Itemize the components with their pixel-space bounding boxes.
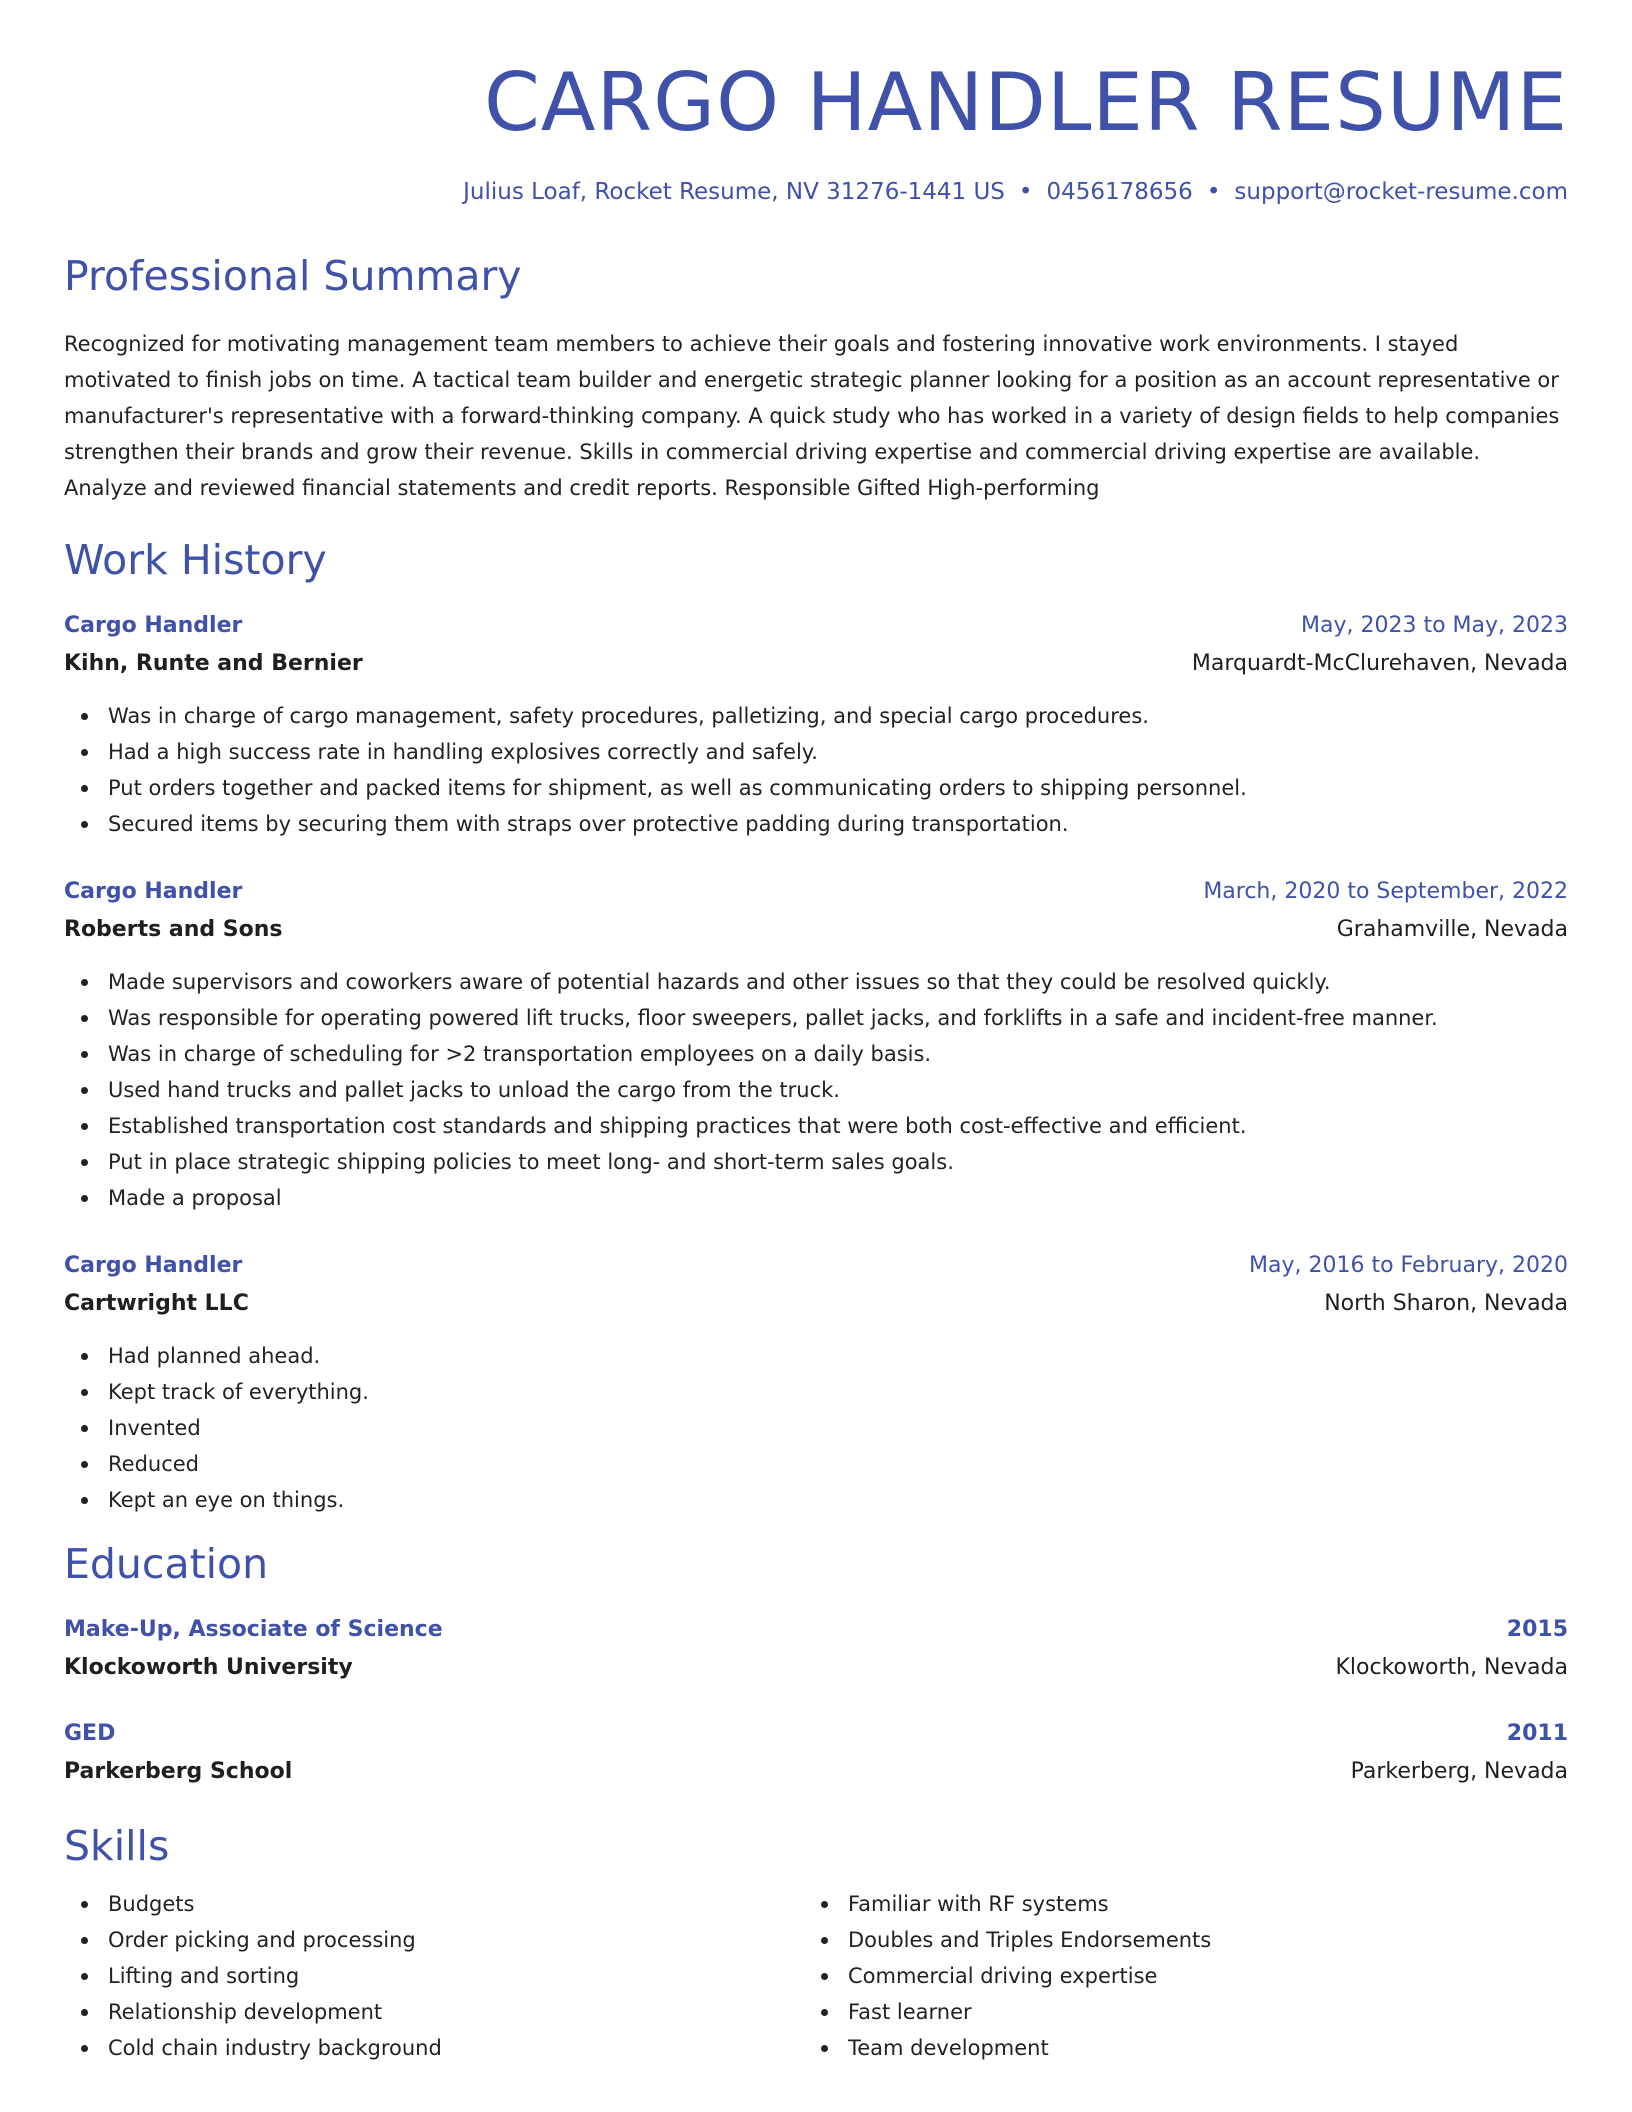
job-role: Cargo Handler [64,1253,243,1278]
job-entry [64,610,1568,842]
contact-line [64,176,1568,208]
job-dates: March, 2020 to September, 2022 [1203,879,1568,904]
education-heading: Education [64,1540,269,1588]
list-item: Invented [108,1410,1568,1446]
list-item: Kept an eye on things. [108,1482,1568,1518]
list-item: Reduced [108,1446,1568,1482]
summary-text: Recognized for motivating management team members to achieve their goals and fostering innovative work environments. I stayed motivated to finish jobs on time. A tactical team builder and energetic strategic planner looking for a position as an account representative or manufacturer's representative with a forward-thinking company. A quick study who has worked in a variety of design fields to help companies strengthen their brands and grow their revenue. Skills in commercial driving expertise and commercial driving expertise are available. Analyze and reviewed financial statements and credit reports. Responsible Gifted High-performing [64,332,1560,500]
education-location: Klockoworth, Nevada [1335,1655,1568,1680]
contact-separator: • [1206,179,1221,205]
job-location: North Sharon, Nevada [1324,1291,1568,1316]
job-role: Cargo Handler [64,879,243,904]
skills-heading: Skills [64,1822,170,1870]
job-location: Marquardt-McClurehaven, Nevada [1191,651,1568,676]
job-company: Cartwright LLC [64,1291,249,1316]
job-entry [64,1250,1568,1518]
job-role: Cargo Handler [64,613,243,638]
list-item: Made a proposal [108,1180,1568,1216]
work-history-heading: Work History [64,536,327,584]
education-entry [64,1614,1568,1686]
skills-column-1 [64,1886,804,2066]
list-item: Was responsible for operating powered lift trucks, floor sweepers, pallet jacks, and forklifts in a safe and incident-free manner. [108,1000,1568,1036]
summary-heading: Professional Summary [64,252,522,300]
list-item: Established transportation cost standards and shipping practices that were both cost-effective and efficient. [108,1108,1568,1144]
contact-email[interactable]: support@rocket-resume.com [1234,179,1568,205]
job-location: Grahamville, Nevada [1336,917,1568,942]
list-item: Secured items by securing them with straps over protective padding during transportation. [108,806,1568,842]
list-item: Order picking and processing [108,1922,804,1958]
education-year: 2015 [1506,1617,1568,1642]
job-dates: May, 2023 to May, 2023 [1301,613,1568,638]
job-entry [64,876,1568,1216]
resume-title: CARGO HANDLER RESUME [483,56,1568,149]
job-dates: May, 2016 to February, 2020 [1249,1253,1568,1278]
job-bullets [64,964,1568,1216]
list-item: Had planned ahead. [108,1338,1568,1374]
education-degree: Make-Up, Associate of Science [64,1617,443,1642]
education-school: Parkerberg School [64,1759,293,1784]
list-item: Commercial driving expertise [848,1958,1544,1994]
list-item: Made supervisors and coworkers aware of potential hazards and other issues so that they could be resolved quickly. [108,964,1568,1000]
list-item: Relationship development [108,1994,804,2030]
list-item: Was in charge of cargo management, safety procedures, palletizing, and special cargo procedures. [108,698,1568,734]
list-item: Budgets [108,1886,804,1922]
job-company: Roberts and Sons [64,917,283,942]
education-school: Klockoworth University [64,1655,353,1680]
education-year: 2011 [1506,1721,1568,1746]
job-bullets [64,1338,1568,1518]
list-item: Doubles and Triples Endorsements [848,1922,1544,1958]
job-bullets [64,698,1568,842]
contact-phone[interactable]: 0456178656 [1046,179,1193,205]
list-item: Fast learner [848,1994,1544,2030]
list-item: Put in place strategic shipping policies to meet long- and short-term sales goals. [108,1144,1568,1180]
education-entry [64,1718,1568,1790]
contact-separator: • [1018,179,1033,205]
list-item: Put orders together and packed items for shipment, as well as communicating orders to shipping personnel. [108,770,1568,806]
education-degree: GED [64,1721,116,1746]
list-item: Familiar with RF systems [848,1886,1544,1922]
contact-address: Julius Loaf, Rocket Resume, NV 31276-1441 US [463,179,1005,205]
skills-list [64,1886,1568,2066]
list-item: Team development [848,2030,1544,2066]
job-company: Kihn, Runte and Bernier [64,651,363,676]
skills-column-2 [804,1886,1544,2066]
list-item: Lifting and sorting [108,1958,804,1994]
list-item: Used hand trucks and pallet jacks to unload the cargo from the truck. [108,1072,1568,1108]
list-item: Had a high success rate in handling explosives correctly and safely. [108,734,1568,770]
list-item: Was in charge of scheduling for >2 transportation employees on a daily basis. [108,1036,1568,1072]
education-location: Parkerberg, Nevada [1350,1759,1568,1784]
list-item: Kept track of everything. [108,1374,1568,1410]
list-item: Cold chain industry background [108,2030,804,2066]
